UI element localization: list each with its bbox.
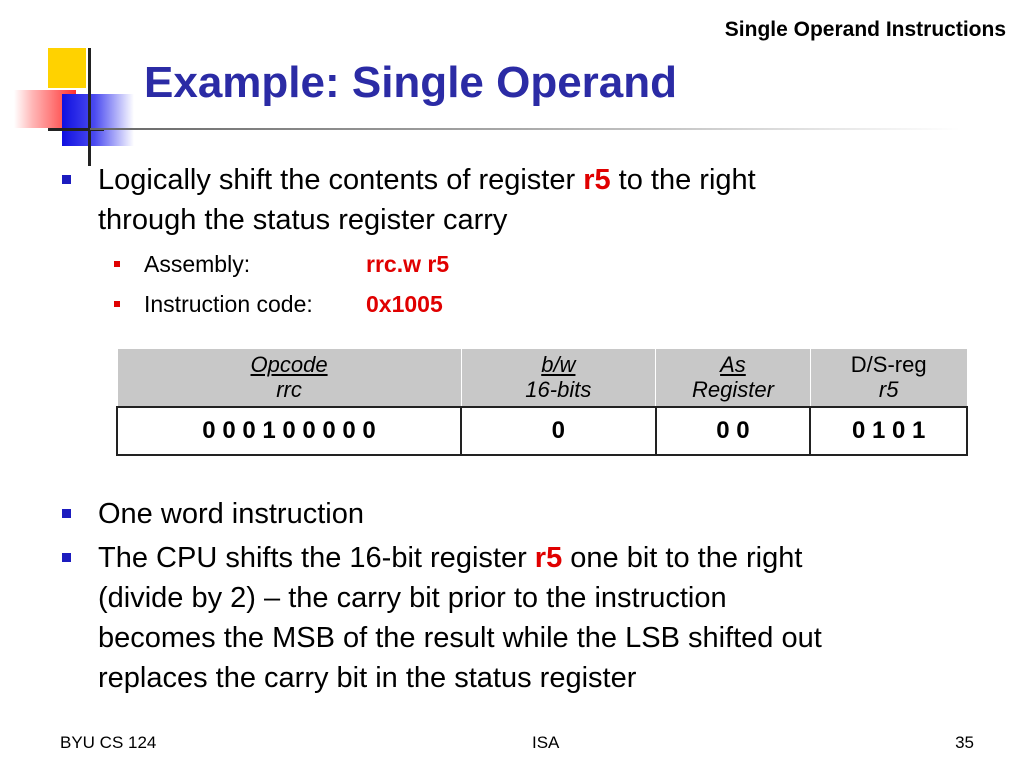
header-opcode-label: Opcode [250, 352, 328, 377]
bullet-text-line2: through the status register carry [98, 204, 508, 236]
slide-title: Example: Single Operand [144, 58, 678, 107]
register-highlight: r5 [534, 542, 563, 574]
page-number: 35 [955, 733, 974, 752]
cell-as-bits: 0 0 [656, 407, 811, 455]
register-highlight: r5 [583, 164, 611, 196]
header-dsreg-label: D/S-reg [850, 352, 927, 377]
decor-vertical-line [88, 48, 91, 166]
table-header-row [117, 349, 967, 408]
decor-yellow-square [48, 48, 86, 88]
instruction-format-table [116, 348, 968, 456]
header-bw-value: 16-bits [525, 377, 592, 402]
sub-bullet-value: rrc.w r5 [366, 251, 450, 277]
title-underline [90, 128, 960, 130]
bullet-marker [62, 175, 71, 184]
bullet-marker [62, 509, 71, 518]
bullet-text-line3: becomes the MSB of the result while the LSB shifted out [98, 622, 822, 654]
section-title: Single Operand Instructions [724, 18, 1006, 41]
footer-course: BYU CS 124 [60, 733, 157, 752]
bullet-text [98, 538, 958, 698]
bullet-marker [62, 553, 71, 562]
header-as-value: Register [691, 377, 774, 402]
sub-bullet-label: Assembly: [144, 251, 251, 277]
footer-topic: ISA [532, 733, 560, 752]
header-as-label: As [720, 352, 746, 377]
bullet-text [98, 160, 958, 240]
bullet-text-suffix: to the right [610, 164, 756, 196]
bullet-text-suffix: one bit to the right [562, 542, 803, 574]
header-dsreg [810, 349, 967, 408]
cell-opcode-bits: 0 0 0 1 0 0 0 0 0 [117, 407, 461, 455]
header-bw-label: b/w [541, 352, 576, 377]
table-row [117, 407, 967, 455]
cell-dsreg-bits: 0 1 0 1 [810, 407, 967, 455]
sub-bullet-marker [114, 261, 120, 267]
bullet-text-prefix: Logically shift the contents of register [98, 164, 584, 196]
header-bw [461, 349, 655, 408]
bullet-text-prefix: The CPU shifts the 16-bit register [98, 542, 535, 574]
sub-bullet-marker [114, 301, 120, 307]
header-as [656, 349, 811, 408]
sub-bullet-value: 0x1005 [366, 291, 443, 317]
bullet-text-line4: replaces the carry bit in the status register [98, 662, 637, 694]
decor-blue-square [62, 94, 134, 146]
bullet-text: One word instruction [98, 498, 364, 530]
cell-bw-bit: 0 [461, 407, 655, 455]
header-opcode-value: rrc [276, 377, 302, 402]
header-dsreg-value: r5 [878, 377, 899, 402]
header-opcode [117, 349, 461, 408]
sub-bullet-label: Instruction code: [144, 291, 313, 317]
bullet-text-line2: (divide by 2) – the carry bit prior to the instruction [98, 582, 727, 614]
